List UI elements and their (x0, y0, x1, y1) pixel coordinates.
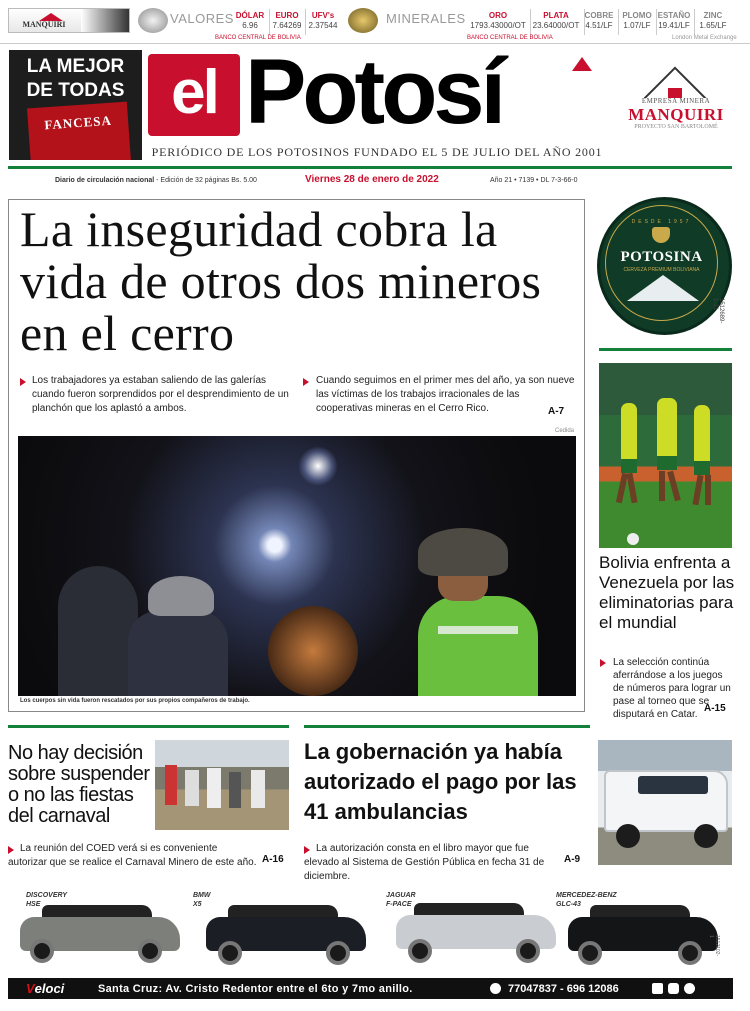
ambulance-photo[interactable] (598, 740, 732, 865)
lme-source: London Metal Exchange (672, 35, 737, 41)
minerales-source: BANCO CENTRAL DE BOLIVIA (467, 35, 553, 41)
row2-rule-mid (304, 725, 590, 728)
valor-name: DÓLAR (235, 11, 265, 20)
mineral-value: 1.65/LF (699, 21, 727, 30)
car-label: MERCEDEZ-BENZ GLC-43 (556, 892, 617, 908)
car-ad-code: 1512102-1 (708, 935, 720, 957)
wheel-icon (30, 939, 54, 963)
mineral-name: PLOMO (622, 11, 652, 20)
valor-value: 6.96 (242, 21, 258, 30)
instagram-icon[interactable] (668, 983, 679, 994)
masthead-rule (8, 166, 732, 169)
market-ticker (0, 0, 750, 44)
veloci-address: Santa Cruz: Av. Cristo Redentor entre el 6to y 7mo anillo. (98, 983, 413, 995)
logo-accent-mark (572, 57, 592, 71)
phone-icon (490, 983, 501, 994)
ticker-sponsor-name: MANQUIRI (22, 20, 66, 29)
wheel-icon (138, 939, 162, 963)
veloci-logo: Veloci (26, 981, 65, 996)
car-label: JAGUAR F-PACE (386, 892, 416, 908)
lead-bullet-1: Los trabajadores ya estaban saliendo de las galerías cuando fueron sorprendidos por el desprendimiento de un planchón que los aplastó a ambos. (32, 375, 289, 414)
veloci-contact-bar[interactable] (8, 978, 733, 999)
lead-photo-caption: Los cuerpos sin vida fueron rescatados por sus propios compañeros de trabajo. (20, 698, 250, 704)
mineral-name: COBRE (584, 11, 614, 20)
ambulance-page-ref[interactable]: A-9 (564, 854, 581, 865)
valores-label: VALORES (170, 11, 234, 26)
edition-number: Año 21 • 7139 • DL 7-3-66-0 (490, 177, 578, 184)
manquiri-project: PROYECTO SAN BARTOLOMÉ (634, 124, 718, 130)
gold-nugget-icon (348, 8, 378, 33)
wheel-icon (578, 941, 602, 965)
manquiri-roof-icon (644, 66, 708, 98)
beer-years: DESDE 1957 (631, 219, 692, 225)
edition-date: Viernes 28 de enero de 2022 (305, 174, 439, 185)
carnival-page-ref[interactable]: A-16 (262, 854, 284, 865)
ball-icon (627, 533, 639, 545)
valor-name: EURO (275, 11, 299, 20)
mineral-name: ORO (488, 11, 508, 20)
fancesa-ad[interactable] (9, 50, 142, 160)
lead-page-ref[interactable]: A-7 (548, 406, 565, 417)
wheel-icon (408, 939, 432, 963)
lead-photo-miners[interactable] (18, 436, 576, 696)
ticker-sponsor-logo (8, 8, 130, 33)
ad-product-name: FANCESA (43, 112, 113, 133)
bullet-icon (600, 659, 606, 667)
mountain-icon (627, 275, 699, 301)
sport-headline[interactable]: Bolivia enfrenta a Venezuela por las eliminatorias para el mundial (599, 553, 735, 632)
bullet-icon (20, 378, 26, 386)
manquiri-ad[interactable] (612, 64, 740, 134)
wheel-icon (678, 941, 702, 965)
edition-left (55, 177, 257, 184)
carnival-photo[interactable] (155, 740, 289, 830)
valores-source: BANCO CENTRAL DE BOLIVIA (215, 35, 301, 41)
sport-photo-players[interactable] (599, 363, 732, 548)
valor-name: UFV's (311, 11, 335, 20)
row2-rule-left (8, 725, 289, 728)
logo-el-text: el (171, 58, 217, 127)
right-col-rule (599, 348, 732, 351)
mineral-value: 1793.43000/OT (470, 21, 526, 30)
veloci-phone[interactable]: 77047837 - 696 12086 (508, 983, 619, 995)
mineral-name: ESTAÑO (657, 11, 691, 20)
facebook-icon[interactable] (652, 983, 663, 994)
ad-line-1: LA MEJOR (26, 56, 125, 77)
mineral-value: 19.41/LF (658, 21, 690, 30)
mineral-value: 23.64000/OT (532, 21, 580, 30)
photo-credit: Cedida (555, 428, 575, 434)
wheel-icon (326, 941, 350, 965)
valor-value: 2.37544 (308, 21, 338, 30)
bullet-icon (303, 378, 309, 386)
mineral-value: 1.07/LF (623, 21, 651, 30)
tagline: PERIÓDICO DE LOS POTOSINOS FUNDADO EL 5 DE JULIO DEL AÑO 2001 (151, 145, 603, 159)
carnival-summary: La reunión del COED verá si es conveniente autorizar que se realice el Carnaval Minero de este año. (8, 843, 257, 868)
ambulance-headline[interactable]: La gobernación ya había autorizado el pago por las 41 ambulancias (304, 739, 577, 824)
edition-info (0, 172, 750, 188)
valor-value: 7.64269 (272, 21, 302, 30)
beer-sub: CERVEZA PREMIUM BOLIVIANA (623, 267, 700, 273)
mineral-value: 4.51/LF (585, 21, 613, 30)
ad-line-2: DE TODAS (26, 80, 125, 101)
coin-icon (138, 8, 168, 33)
mineral-name: PLATA (543, 11, 569, 20)
car-label: BMW X5 (193, 892, 211, 908)
mineral-name: ZINC (703, 11, 723, 20)
lead-bullet-2: Cuando seguimos en el primer mes del año, ya son nueve las víctimas de los trabajos irracionales de las cooperativas mineras en el Cerro Rico. (316, 375, 575, 414)
logo-el-box[interactable] (148, 54, 240, 136)
cement-bag-image (27, 102, 131, 160)
car-label: DISCOVERY HSE (26, 892, 68, 908)
beer-name: POTOSINA (620, 249, 703, 265)
manquiri-line-1: EMPRESA MINERA (641, 97, 711, 105)
manquiri-name: MANQUIRI (628, 105, 724, 124)
wheel-icon (218, 941, 242, 965)
logo-potosi[interactable]: Potosí (245, 41, 503, 143)
ambulance-summary: La autorización consta en el libro mayor que fue elevado al Sistema de Gestión Pública en fecha 31 de diciembre. (304, 843, 545, 882)
lead-headline[interactable]: La inseguridad cobra la vida de otros dos mineros en el cerro (20, 201, 542, 361)
edition-circulation: Diario de circulación nacional (55, 177, 155, 184)
edition-pages-price: - Edición de 32 páginas Bs. 5.00 (154, 177, 257, 184)
carnival-headline[interactable]: No hay decisión sobre suspender o no las fiestas del carnaval (8, 742, 150, 827)
wheel-icon (516, 939, 540, 963)
minerales-label: MINERALES (386, 11, 466, 26)
sport-summary: La selección continúa aferrándose a los juegos de números para lograr un pase al torneo que se disputará en Catar. (613, 657, 731, 720)
ad-code: 1512689-1-31 (712, 298, 724, 324)
whatsapp-icon[interactable] (684, 983, 695, 994)
sport-page-ref[interactable]: A-15 (704, 703, 726, 714)
